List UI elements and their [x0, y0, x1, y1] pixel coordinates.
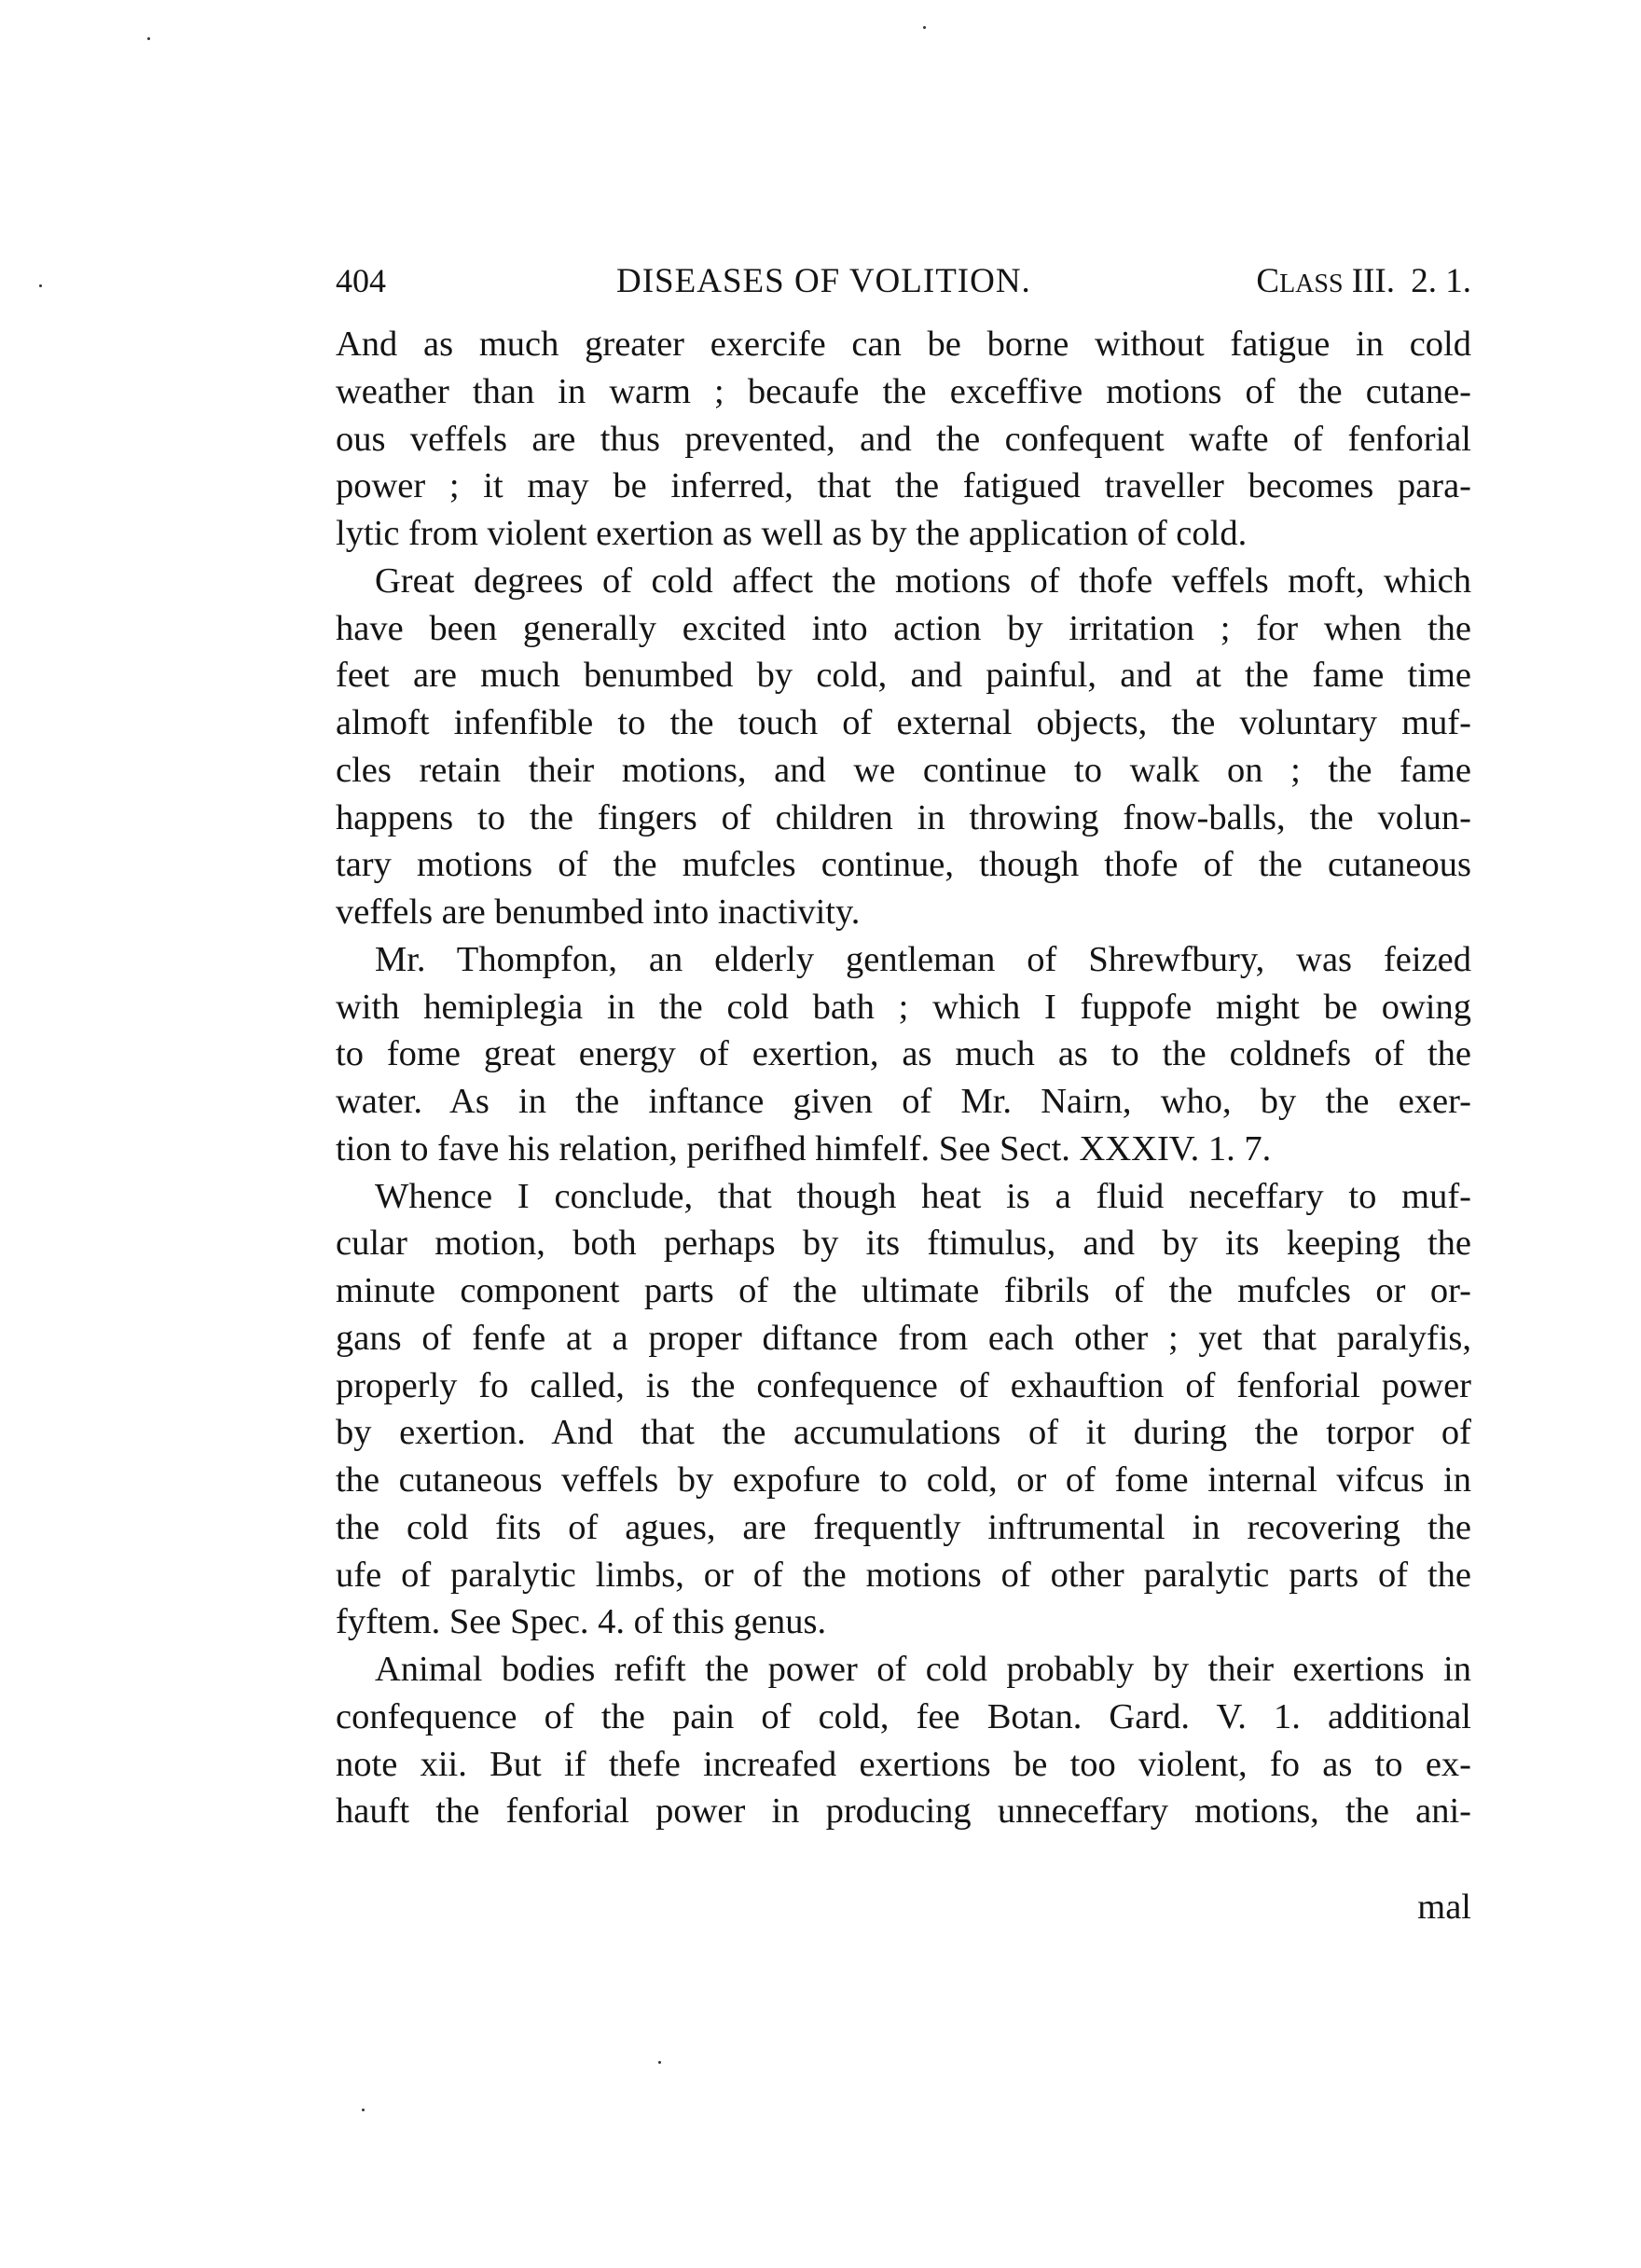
text-line: cular motion, both perhaps by its ftimulus, and by its keeping the [336, 1224, 1471, 1264]
text-line: ous veffels are thus prevented, and the confequent wafte of fenforial [336, 419, 1471, 459]
class-reference [1256, 261, 1471, 301]
page-number: 404 [336, 262, 386, 299]
text-line: cles retain their motions, and we continue to walk on ; the fame [336, 750, 1471, 790]
text-line: tary motions of the mufcles continue, though thofe of the cutaneous [336, 845, 1471, 885]
text-line: Great degrees of cold affect the motions of thofe veffels moft, which [375, 560, 1471, 601]
print-speck [362, 2109, 365, 2111]
text-line: note xii. But if thefe increafed exertions be too violent, fo as to ex- [336, 1744, 1471, 1784]
text-line: fyftem. See Spec. 4. of this genus. [336, 1602, 827, 1642]
text-line: water. As in the inftance given of Mr. Nairn, who, by the exer- [336, 1082, 1471, 1121]
class-prefix-smallcaps: LASS [1279, 270, 1344, 298]
text-line: the cutaneous veffels by expofure to cold, or of fome internal vifcus in [336, 1460, 1471, 1500]
print-speck [658, 2061, 661, 2064]
text-line: to fome great energy of exertion, as much as to the coldnefs of the [336, 1034, 1471, 1074]
text-line: confequence of the pain of cold, fee Botan. Gard. V. 1. additional [336, 1696, 1471, 1736]
text-line: almoft infenfible to the touch of external objects, the voluntary muf- [336, 703, 1471, 742]
paragraph [336, 558, 1471, 936]
text-line: feet are much benumbed by cold, and painful, and at the fame time [336, 656, 1471, 696]
text-line: veffels are benumbed into inactivity. [336, 892, 861, 932]
running-header [336, 261, 1471, 304]
text-line: ufe of paralytic limbs, or of the motions of other paralytic parts of the [336, 1555, 1471, 1595]
text-line: power ; it may be inferred, that the fatigued traveller becomes para- [336, 466, 1471, 506]
class-section: 2. 1. [1411, 262, 1471, 300]
paragraph [336, 1173, 1471, 1647]
class-prefix-initial: C [1256, 262, 1280, 300]
catchword: mal [1417, 1888, 1471, 1927]
paragraph [336, 321, 1471, 558]
text-line: gans of fenfe at a proper diftance from each other ; yet that paralyfis, [336, 1318, 1471, 1358]
paragraph [336, 1646, 1471, 1835]
print-speck [147, 37, 150, 40]
text-line: Mr. Thompfon, an elderly gentleman of Shrewfbury, was feized [375, 939, 1471, 979]
running-title: DISEASES OF VOLITION. [616, 262, 1031, 300]
print-speck [39, 284, 42, 287]
class-numeral: III. [1351, 262, 1395, 300]
text-line: lytic from violent exertion as well as by the application of cold. [336, 514, 1248, 553]
text-line: happens to the fingers of children in throwing fnow-balls, the volun- [336, 797, 1471, 837]
text-line: by exertion. And that the accumulations of it during the torpor of [336, 1413, 1471, 1453]
text-line: properly fo called, is the confequence of exhauftion of fenforial power [336, 1365, 1471, 1405]
paragraph [336, 936, 1471, 1173]
text-line: tion to fave his relation, perifhed himfelf. See Sect. XXXIV. 1. 7. [336, 1128, 1272, 1169]
text-line: Animal bodies refift the power of cold probably by their exertions in [375, 1650, 1471, 1689]
text-line: hauft the fenforial power in producing unneceffary motions, the ani- [336, 1791, 1471, 1832]
body-text [336, 321, 1471, 1835]
text-line: have been generally excited into action by irritation ; for when the [336, 608, 1471, 648]
text-line: Whence I conclude, that though heat is a fluid neceffary to muf- [375, 1176, 1471, 1216]
text-line: And as much greater exercife can be borne without fatigue in cold [336, 325, 1471, 364]
text-line: with hemiplegia in the cold bath ; which I fuppofe might be owing [336, 987, 1471, 1027]
text-line: the cold fits of agues, are frequently inftrumental in recovering the [336, 1507, 1471, 1547]
print-speck [923, 26, 926, 29]
text-line: minute component parts of the ultimate fibrils of the mufcles or or- [336, 1271, 1471, 1310]
text-line: weather than in warm ; becaufe the exceffive motions of the cutane- [336, 371, 1471, 411]
